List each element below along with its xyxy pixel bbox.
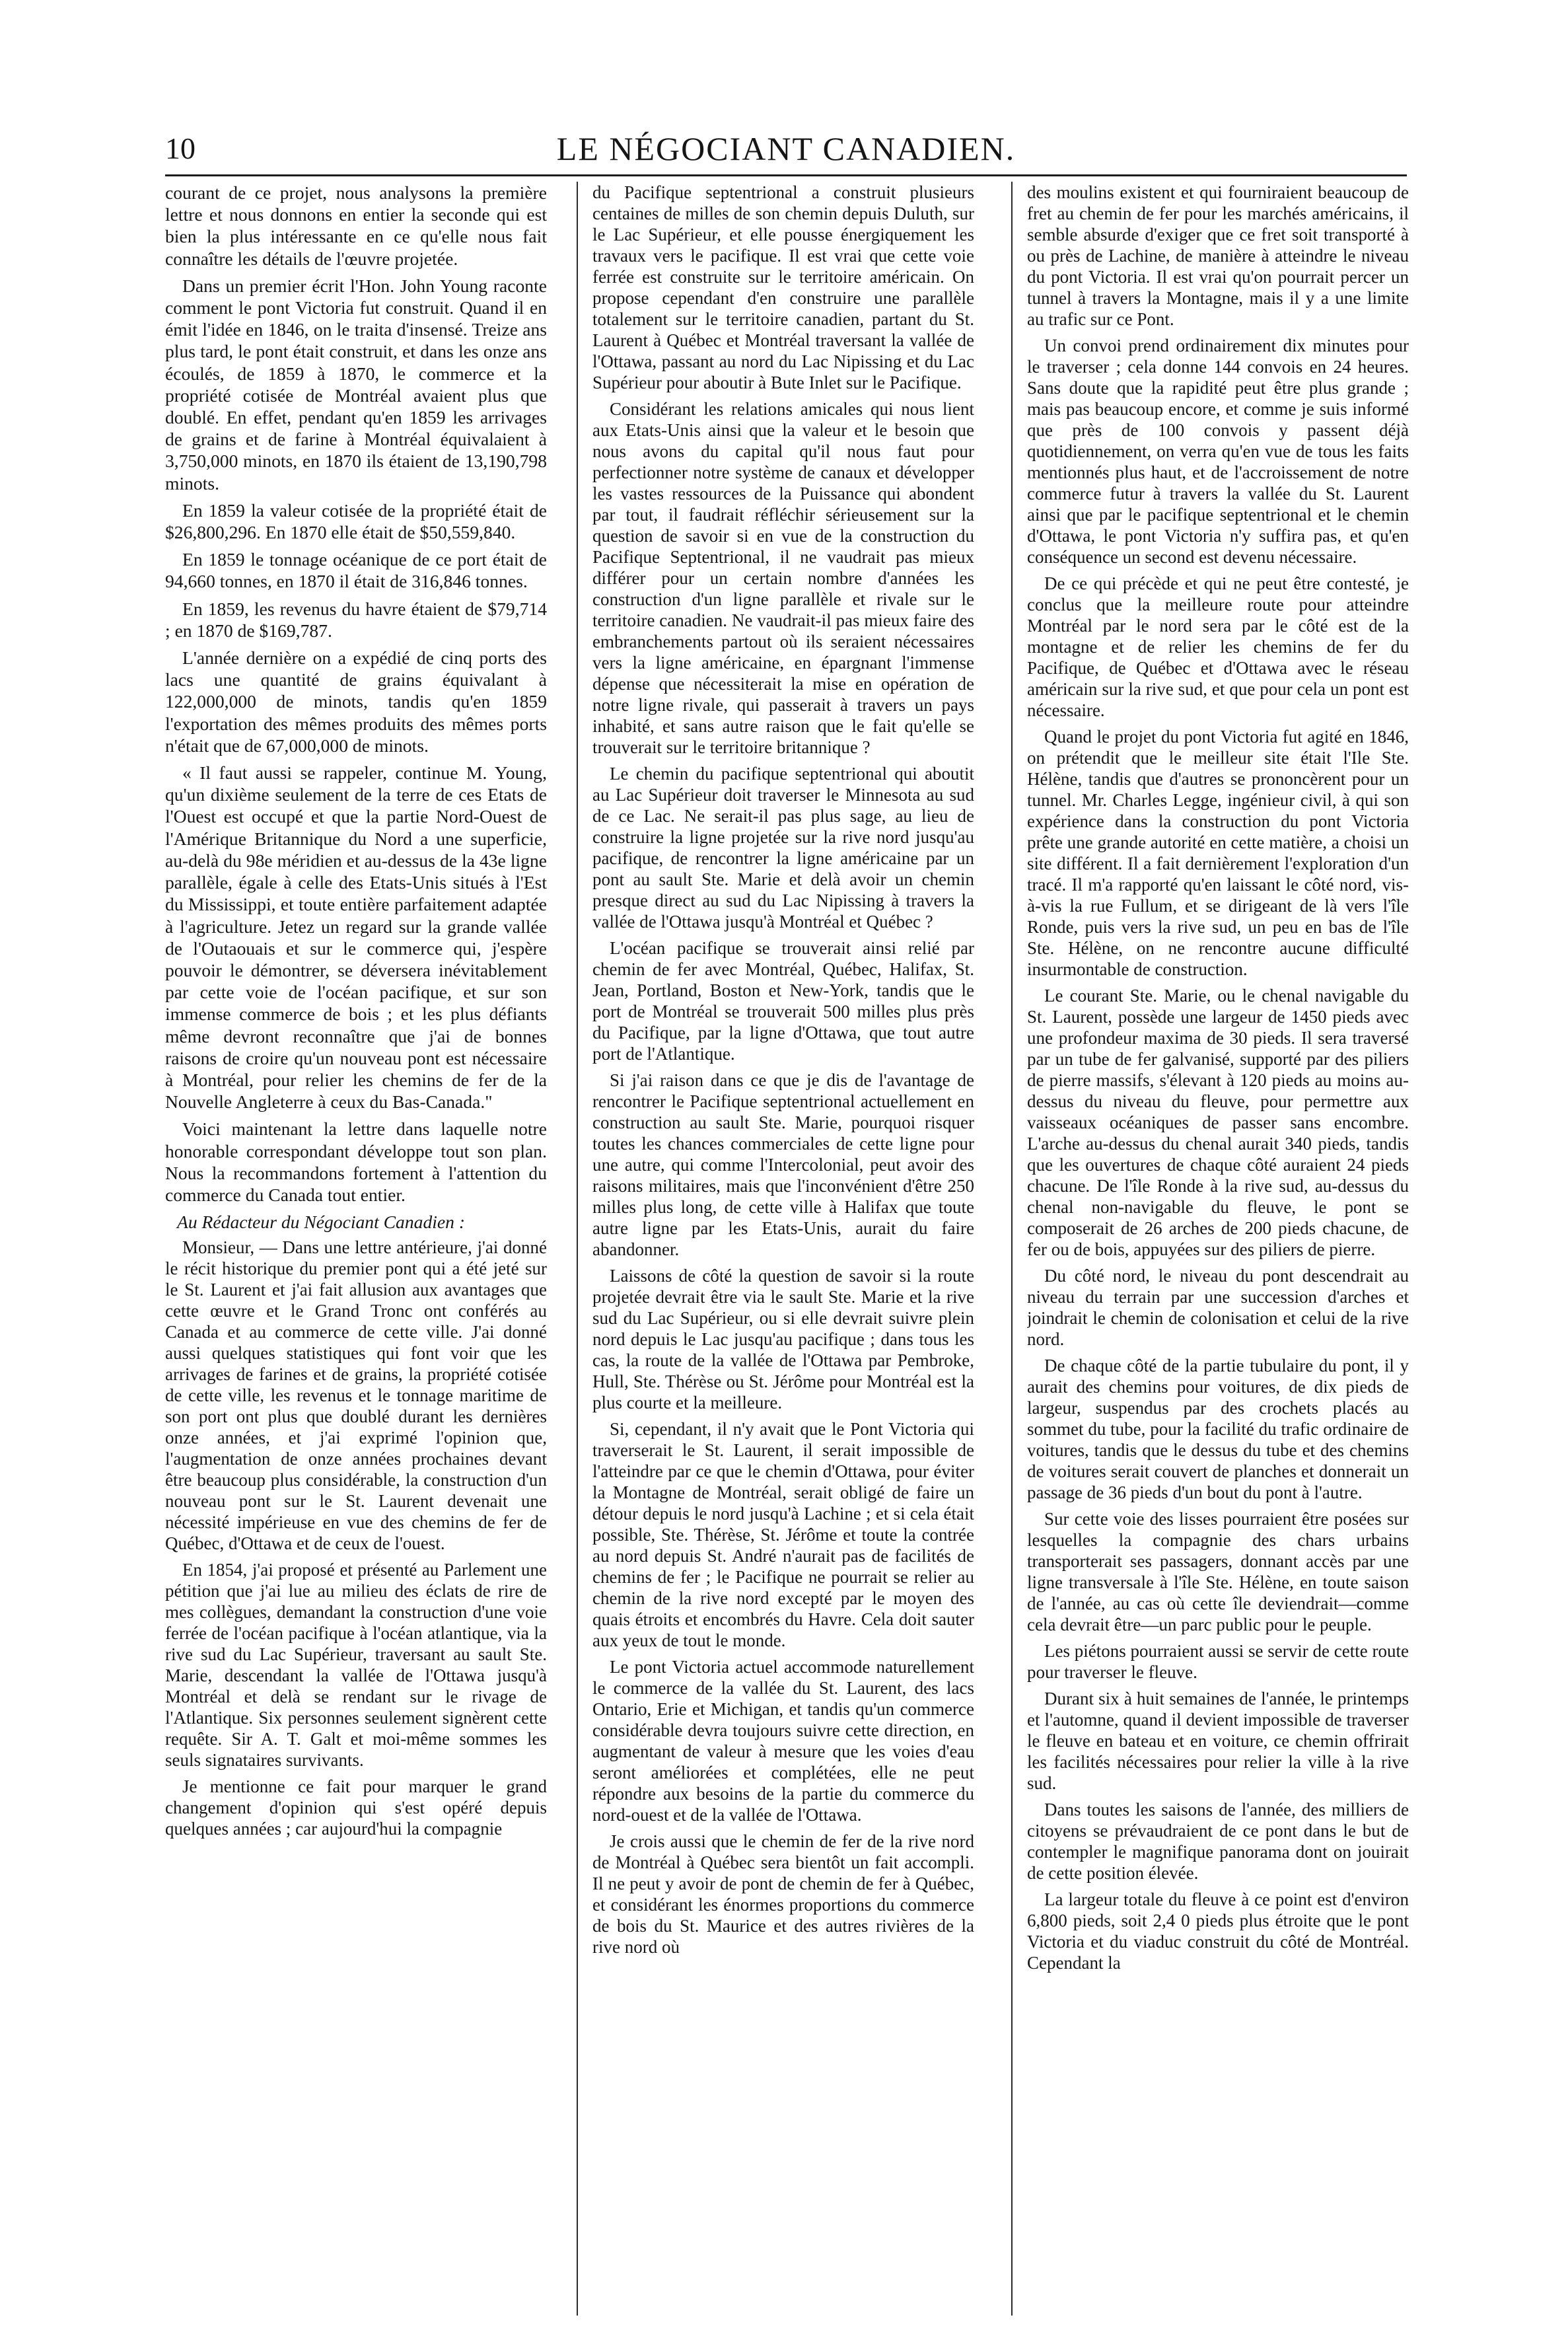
paragraph: Voici maintenant la lettre dans laquelle notre honorable correspondant développe tout son plan. Nous la recommandons fortement à l'attention du commerce du Canada tout entier. (165, 1118, 547, 1205)
paragraph: Du côté nord, le niveau du pont descendrait au niveau du terrain par une succession d'arches et joindrait le chemin de colonisation et celui de la rive nord. (1027, 1266, 1409, 1349)
paragraph: En 1859, les revenus du havre étaient de $79,714 ; en 1870 de $169,787. (165, 598, 547, 641)
paragraph: En 1854, j'ai proposé et présenté au Parlement une pétition que j'ai lue au milieu des éclats de rire de mes collègues, demandant la construction d'une voie ferrée de l'océan pacifique à l'océan atlantique, via la rive sud du Lac Supérieur, traversant au sault Ste. Marie, descendant la vallée de l'Ottawa jusqu'à Montréal et delà se rendant sur le rivage de l'Atlantique. Six personnes seulement signèrent cette requête. Sir A. T. Galt et moi-même sommes les seuls signataires survivants. (165, 1560, 547, 1771)
paragraph: De ce qui précède et qui ne peut être contesté, je conclus que la meilleure route pour atteindre Montréal par le nord sera par le côté est de la montagne et de relier les chemins de fer du Pacifique, de Québec et d'Ottawa avec le réseau américain sur la rive sud, et que pour cela un pont est nécessaire. (1027, 573, 1409, 720)
paragraph: Considérant les relations amicales qui nous lient aux Etats-Unis ainsi que la valeur et le besoin que nous avons du capital qu'il nous faut pour perfectionner notre système de canaux et développer les vastes ressources de la Puissance qui abondent par tout, il faudrait réfléchir sérieusement sur la question de savoir si en vue de la construction du Pacifique Septentrional, il ne vaudrait pas mieux différer pour un certain nombre d'années les construction d'un ligne parallèle et rivale sur le territoire canadien. Ne vaudrait-il pas mieux faire des embranchements partout où ils seraient nécessaires vers la ligne américaine, en épargnant l'immense dépense que nécessiterait la mise en opération de notre ligne rivale, qui passerait à travers un pays inhabité, et sans autre raison que le fait qu'elle se trouverait sur le territoire britannique ? (592, 399, 974, 757)
paragraph: Les piétons pourraient aussi se servir de cette route pour traverser le fleuve. (1027, 1641, 1409, 1682)
paragraph: En 1859 le tonnage océanique de ce port était de 94,660 tonnes, en 1870 il était de 316,846 tonnes. (165, 549, 547, 592)
text-column-2 (592, 182, 974, 2322)
text-column-3 (1027, 182, 1409, 2322)
paragraph: courant de ce projet, nous analysons la première lettre et nous donnons en entier la seconde qui est bien la plus intéressante en ce qu'elle nous fait connaître les détails de l'œuvre projetée. (165, 182, 547, 269)
paragraph: des moulins existent et qui fourniraient beaucoup de fret au chemin de fer pour les marchés américains, il semble absurde d'exiger que ce fret soit transporté à ou près de Lachine, de manière à atteindre le niveau du pont Victoria. Il est vrai qu'on pourrait percer un tunnel à travers la Montagne, mais il y a une limite au trafic sur ce Pont. (1027, 182, 1409, 329)
letter-salutation: Au Rédacteur du Négociant Canadien : (177, 1212, 466, 1233)
paragraph: Durant six à huit semaines de l'année, le printemps et l'automne, quand il devient impossible de traverser le fleuve en bateau et en voiture, ce chemin offrirait les facilités nécessaires pour relier la ville à la rive sud. (1027, 1689, 1409, 1793)
paragraph: L'année dernière on a expédié de cinq ports des lacs une quantité de grains équivalant à 122,000,000 de minots, tandis qu'en 1859 l'exportation des mêmes produits des mêmes ports n'était que de 67,000,000 de minots. (165, 647, 547, 756)
header-rule (165, 174, 1407, 176)
paragraph: En 1859 la valeur cotisée de la propriété était de $26,800,296. En 1870 elle était de $50,559,840. (165, 499, 547, 543)
paragraph: Le courant Ste. Marie, ou le chenal navigable du St. Laurent, possède une largeur de 1450 pieds avec une profondeur maxima de 30 pieds. Il sera traversé par un tube de fer galvanisé, supporté par des piliers de pierre massifs, s'élevant à 120 pieds au moins au-dessus du niveau du fleuve, pour permettre aux vaisseaux océaniques de passer sans encombre. L'arche au-dessus du chenal aurait 340 pieds, tandis que les ouvertures de chaque côté auraient 24 pieds chacune. De l'île Ronde à la rive sud, au-dessus du chenal non-navigable du fleuve, le pont se composerait de 26 arches de 200 pieds chacune, de fer ou de bois, appuyées sur des piliers de pierre. (1027, 986, 1409, 1259)
text-column-1 (165, 182, 547, 2322)
paragraph: Sur cette voie des lisses pourraient être posées sur lesquelles la compagnie des chars urbains transporterait ses passagers, donnant accès par une ligne transversale à l'île Ste. Hélène, en toute saison de l'année, au cas où cette île deviendrait—comme cela devrait être—un parc public pour le peuple. (1027, 1509, 1409, 1634)
paragraph: Je crois aussi que le chemin de fer de la rive nord de Montréal à Québec sera bientôt un fait accompli. Il ne peut y avoir de pont de chemin de fer à Québec, et considérant les énormes proportions du commerce de bois du St. Maurice et des autres rivières de la rive nord où (592, 1831, 974, 1957)
paragraph: La largeur totale du fleuve à ce point est d'environ 6,800 pieds, soit 2,4 0 pieds plus étroite que le pont Victoria et du viaduc construit du côté de Montréal. Cependant la (1027, 1889, 1409, 1973)
paragraph: Dans un premier écrit l'Hon. John Young raconte comment le pont Victoria fut construit. Quand il en émit l'idée en 1846, on le traita d'insensé. Treize ans plus tard, le pont était construit, et dans les onze ans écoulés, de 1859 à 1870, le commerce et la propriété cotisée de Montréal avaient plus que doublé. En effet, pendant qu'en 1859 les arrivages de grains et de farine à Montréal équivalaient à 3,750,000 minots, en 1870 ils étaient de 13,190,798 minots. (165, 275, 547, 494)
column-divider (1011, 182, 1013, 2316)
paragraph: « Il faut aussi se rappeler, continue M. Young, qu'un dixième seulement de la terre de ces Etats de l'Ouest est occupé et que la partie Nord-Ouest de l'Amérique Britannique du Nord a une superficie, au-delà du 98e méridien et au-dessus de la 43e ligne parallèle, égale à celle des Etats-Unis situés à l'Est du Mississippi, et toute entière parfaitement adaptée à l'agriculture. Jetez un regard sur la grande vallée de l'Outaouais et sur le commerce qui, j'espère pouvoir le démontrer, se déversera inévitablement par cette voie de l'océan pacifique, et sur son immense commerce de bois ; et les plus défiants même devront reconnaître que j'ai de bonnes raisons de croire qu'un nouveau pont est nécessaire à Montréal, pour relier les chemins de fer de la Nouvelle Angleterre à ceux du Bas-Canada." (165, 762, 547, 1113)
column-divider (577, 182, 578, 2316)
page-number: 10 (165, 131, 196, 165)
paragraph: du Pacifique septentrional a construit plusieurs centaines de milles de son chemin depuis Duluth, sur le Lac Supérieur, et elle pousse énergiquement les travaux vers le pacifique. Il est vrai que cette voie ferrée est construite sur le territoire américain. On propose cependant d'en construire une parallèle totalement sur le territoire canadien, partant du St. Laurent à Québec et Montréal traversant la vallée de l'Ottawa, passant au nord du Lac Nipissing et du Lac Supérieur pour aboutir à Bute Inlet sur le Pacifique. (592, 182, 974, 392)
paragraph: Le chemin du pacifique septentrional qui aboutit au Lac Supérieur doit traverser le Minnesota au sud de ce Lac. Ne serait-il pas plus sage, au lieu de construire la ligne projetée sur la rive nord jusqu'au pacifique, de rencontrer la ligne américaine par un pont au sault Ste. Marie et delà avoir un chemin presque direct au sud du Lac Nipissing à travers la vallée de l'Ottawa jusqu'à Montréal et Québec ? (592, 764, 974, 932)
paragraph: Un convoi prend ordinairement dix minutes pour le traverser ; cela donne 144 convois en 24 heures. Sans doute que la rapidité peut être plus grande ; mais pas beaucoup encore, et comme je suis informé que près de 100 convois y passent déjà quotidiennement, on verra qu'en vue de tous les faits mentionnés plus haut, et de l'accroissement de notre commerce futur à travers la vallée du St. Laurent ainsi que par le pacifique septentrional et le chemin d'Ottawa, le pont Victoria n'y suffira pas, et qu'en conséquence un second est devenu nécessaire. (1027, 336, 1409, 567)
paragraph: Laissons de côté la question de savoir si la route projetée devrait être via le sault Ste. Marie et la rive sud du Lac Supérieur, ou si elle devrait suivre plein nord depuis le Lac jusqu'au pacifique ; dans tous les cas, la route de la vallée de l'Ottawa par Pembroke, Hull, Ste. Thérèse ou St. Jérôme pour Montréal est la plus courte et la meilleure. (592, 1266, 974, 1412)
paragraph: Dans toutes les saisons de l'année, des milliers de citoyens se prévaudraient de ce pont dans le but de contempler le magnifique panorama dont on jouirait de cette position élevée. (1027, 1800, 1409, 1883)
paragraph: Le pont Victoria actuel accommode naturellement le commerce de la vallée du St. Laurent, des lacs Ontario, Erie et Michigan, et tandis qu'un commerce considérable devra toujours suivre cette direction, en augmentant de valeur à mesure que les voies d'eau seront améliorées et complétées, elle ne peut répondre aux besoins de la partie du commerce du nord-ouest et de la vallée de l'Ottawa. (592, 1657, 974, 1825)
paragraph: De chaque côté de la partie tubulaire du pont, il y aurait des chemins pour voitures, de dix pieds de largeur, suspendus par des crochets placés au sommet du tube, pour la facilité du trafic ordinaire de voitures, tandis que le dessus du tube et des chemins de voitures serait couvert de planches et donnerait un passage de 36 pieds d'un bout du pont à l'autre. (1027, 1356, 1409, 1502)
paragraph: L'océan pacifique se trouverait ainsi relié par chemin de fer avec Montréal, Québec, Halifax, St. Jean, Portland, Boston et New-York, tandis que le port de Montréal se trouverait 500 milles plus près du Pacifique, par la ligne d'Ottawa, que tout autre port de l'Atlantique. (592, 938, 974, 1064)
paragraph: Si, cependant, il n'y avait que le Pont Victoria qui traverserait le St. Laurent, il serait impossible de l'atteindre par ce que le chemin d'Ottawa, pour éviter la Montagne de Montréal, serait obligé de faire un détour depuis le nord jusqu'à Lachine ; et si cela était possible, Ste. Thérèse, St. Jérôme et toute la contrée au nord depuis St. André n'aurait pas de facilités de chemins de fer ; le Pacifique ne pourrait se relier au chemin de la rive nord excepté par le moyen des quais étroits et encombrés du Havre. Cela doit sauter aux yeux de tout le monde. (592, 1419, 974, 1650)
page-header (165, 127, 1407, 168)
paragraph: Monsieur, — Dans une lettre antérieure, j'ai donné le récit historique du premier pont qui a été jeté sur le St. Laurent et j'ai fait allusion aux avantages que cette œuvre et le Grand Tronc ont conférés au Canada et au commerce de cette ville. J'ai donné aussi quelques statistiques qui font voir que les arrivages de farines et de grains, la propriété cotisée de cette ville, les revenus et le tonnage maritime de son port ont plus que doublé durant les dernières onze années, et j'ai exprimé l'opinion que, l'augmentation de onze années prochaines devant être beaucoup plus considérable, la construction d'un nouveau pont sur le St. Laurent devenait une nécessité impérieuse en vue des chemins de fer de Québec, d'Ottawa et de ceux de l'ouest. (165, 1237, 547, 1554)
page-title: LE NÉGOCIANT CANADIEN. (556, 130, 1016, 167)
paragraph: Je mentionne ce fait pour marquer le grand changement d'opinion qui s'est opéré depuis quelques années ; car aujourd'hui la compagnie (165, 1776, 547, 1839)
paragraph: Quand le projet du pont Victoria fut agité en 1846, on prétendit que le meilleur site était l'Ile Ste. Hélène, tandis que d'autres se prononcèrent pour un tunnel. Mr. Charles Legge, ingénieur civil, à qui son expérience dans la construction du pont Victoria prête une grande autorité en cette matière, a choisi un site différent. Il a fait dernièrement l'exploration d'un tracé. Il m'a rapporté qu'en laissant le côté nord, vis-à-vis la rue Fullum, et se dirigeant de là vers l'île Ronde, puis vers la rive sud, un peu en bas de l'île Ste. Hélène, on ne rencontre aucune difficulté insurmontable de construction. (1027, 727, 1409, 979)
paragraph: Si j'ai raison dans ce que je dis de l'avantage de rencontrer le Pacifique septentrional actuellement en construction au sault Ste. Marie, pourquoi risquer toutes les chances commerciales de cette ligne pour une autre, qui comme l'Intercolonial, peut avoir des raisons militaires, mais que l'inconvénient d'être 250 milles plus long, de cette ville à Halifax que toute autre ligne par les Etats-Unis, aurait du faire abandonner. (592, 1070, 974, 1259)
